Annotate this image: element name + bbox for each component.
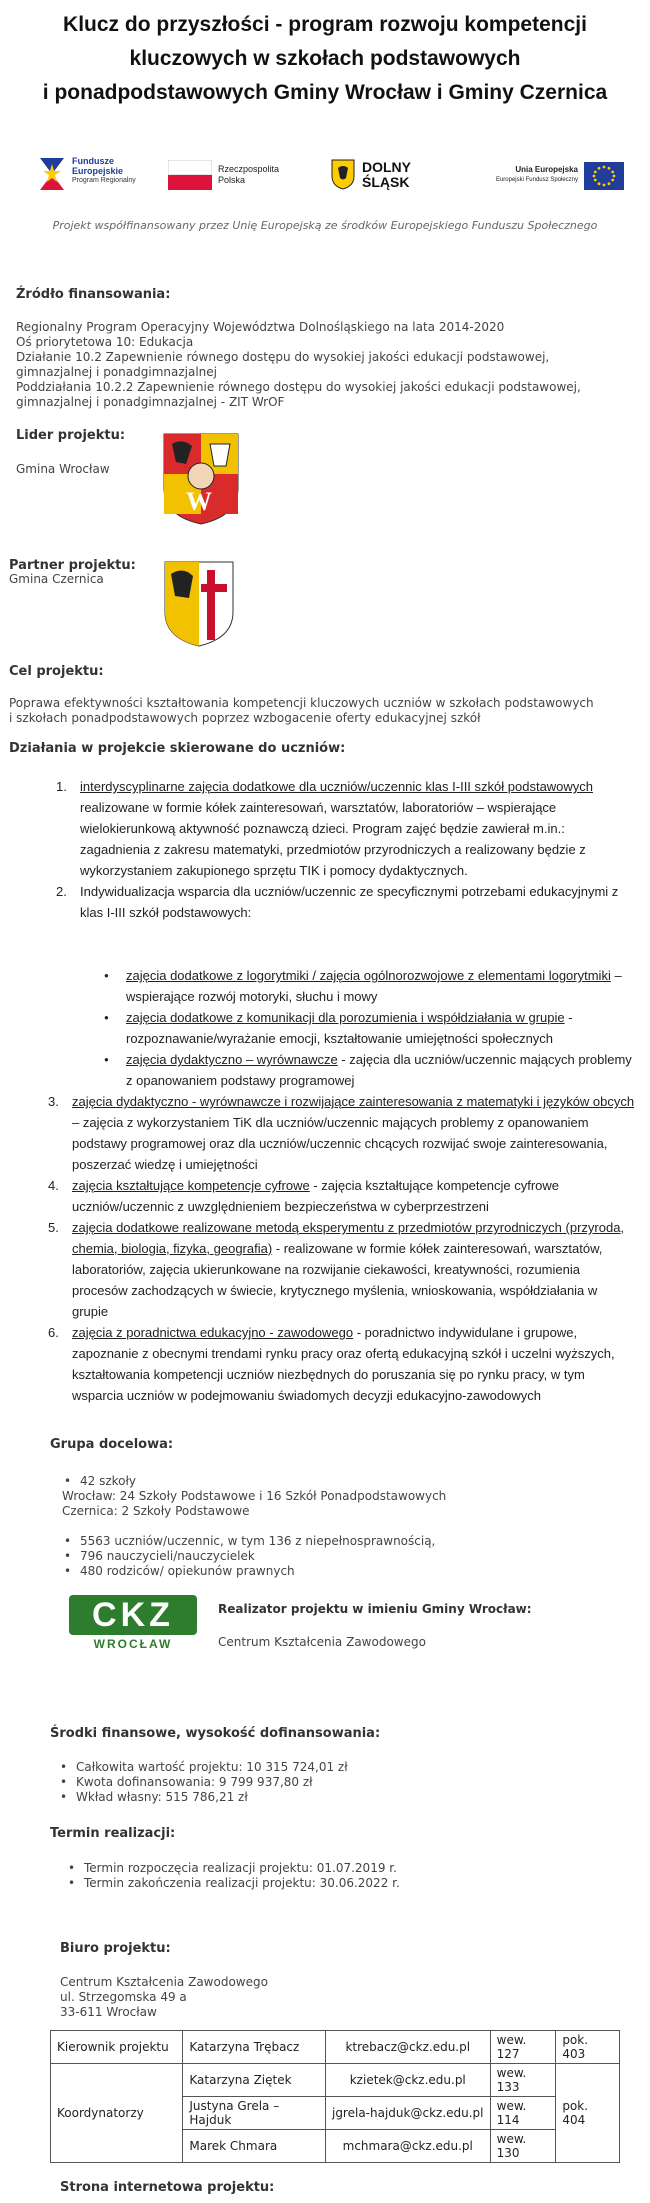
implementer-heading: Realizator projektu w imieniu Gminy Wrocław: [218,1602,532,1616]
rzeczpospolita-logo [168,158,278,198]
dates-heading: Termin realizacji: [50,1826,176,1841]
people-item: • 5563 uczniów/uczennic, w tym 136 z niepełnosprawnością, [60,1534,620,1549]
contact-room: pok. 403 [556,2031,620,2064]
action-item: 5. zajęcia dodatkowe realizowane metodą eksperymentu z przedmiotów przyrodniczych (przyroda, chemia, biologia, fizyka, geografia) - realizowane w formie kółek zainteresowań, warsztatów, laboratoriów, zajęcia ukierunkowane na rozwijanie ciekawości, kreatywności, rozumienia procesów zachodzących w świecie, krytycznego myślenia, wnioskowania, współdziałania w grupie [48,1220,625,1319]
ds-line2: ŚLĄSK [362,174,410,190]
role-cell: Kierownik projektu [51,2031,183,2064]
people-item: • 796 nauczycieli/nauczycielek [60,1549,620,1564]
title-line-3: i ponadpodstawowych Gminy Wrocław i Gminy Czernica [42,81,608,104]
action-item: 3. zajęcia dydaktyczno - wyrównawcze i rozwijające zainteresowania z matematyki i języków obcych – zajęcia z wykorzystaniem TiK dla uczniów/uczennic mających problemy z opanowaniem podstawy programowej oraz dla uczniów/uczennic chcących rozwijać swoje zainteresowania, poszerzać wiedzę i umiejętności [48,1094,635,1172]
funding-line: Działanie 10.2 Zapewnienie równego dostępu do wysokiej jakości edukacji podstawowej, [16,350,550,364]
contact-name: Justyna Grela – Hajduk [183,2097,326,2130]
dolny-slask-logo [330,158,430,198]
contact-room: pok. 404 [556,2064,620,2163]
goal-line: i szkołach ponadpodstawowych poprzez wzbogacenie oferty edukacyjnej szkół [9,711,481,725]
page-title [0,8,650,110]
contact-email[interactable]: kzietek@ckz.edu.pl [325,2064,490,2097]
partner-heading: Partner projektu: [9,558,136,573]
date-item: • Termin rozpoczęcia realizacji projektu: 01.07.2019 r. [64,1861,624,1876]
ue-line1: Unia Europejska [515,165,578,174]
sub-action-link[interactable]: zajęcia dodatkowe z logorytmiki / zajęcia ogólnorozwojowe z elementami logorytmiki [126,968,611,983]
target-group-text [60,1474,620,1579]
fe-star-icon [36,154,68,194]
sub-action-link[interactable]: zajęcia dydaktyczno – wyrównawcze [126,1052,338,1067]
goal-heading: Cel projektu: [9,664,104,679]
contact-ext: wew. 130 [490,2130,556,2163]
cofinancing-note: Projekt współfinansowany przez Unię Europejską ze środków Europejskiego Funduszu Społecznego [52,219,598,232]
sub-action-item: ● zajęcia dydaktyczno – wyrównawcze - zajęcia dla uczniów/uczennic mających problemy z opanowaniem podstawy programowej [104,1049,636,1091]
goal-line: Poprawa efektywności kształtowania kompetencji kluczowych uczniów w szkołach podstawowych [9,696,594,710]
action-item: 4. zajęcia kształtujące kompetencje cyfrowe - zajęcia kształtujące kompetencje cyfrowe uczniów/uczennic z uwzględnieniem bezpieczeństwa w cyberprzestrzeni [48,1178,560,1214]
contact-ext: wew. 127 [490,2031,556,2064]
wroclaw-schools: Wrocław: 24 Szkoły Podstawowe i 16 Szkół Ponadpodstawowych [62,1489,447,1503]
fe-line3: Program Regionalny [72,177,136,184]
schools-count: • 42 szkoły [60,1474,620,1489]
czernica-schools: Czernica: 2 Szkoły Podstawowe [62,1504,250,1518]
funding-line: Regionalny Program Operacyjny Województwa Dolnośląskiego na lata 2014-2020 [16,320,505,334]
action-link[interactable]: zajęcia dodatkowe realizowane metodą eksperymentu z przedmiotów przyrodniczych (przyroda, chemia, biologia, fizyka, geografia) [72,1220,625,1256]
role-cell: Koordynatorzy [51,2064,183,2163]
ckz-logo-sub: WROCŁAW [93,1637,173,1651]
action-item: 6. zajęcia z poradnictwa edukacyjno - zawodowego - poradnictwo indywidulane i grupowe, zapoznanie z obecnymi trendami rynku pracy oraz ofertą edukacyjną szkół i uczelni wyższych, kształtowania kompetencji uczniów niezbędnych do poruszania się po rynku pracy, w tym wsparcia uczniów w podejmowaniu świadomych decyzji edukacyjno-zawodowych [48,1325,615,1403]
people-item: • 480 rodziców/ opiekunów prawnych [60,1564,620,1579]
svg-text:W: W [186,487,212,516]
actions-heading: Działania w projekcie skierowane do uczniów: [9,741,346,756]
office-line: 33-611 Wrocław [60,2005,157,2019]
unia-europejska-logo [478,160,628,196]
title-line-2: kluczowych w szkołach podstawowych [129,47,521,70]
sub-actions-list [104,965,636,1091]
finance-item: • Wkład własny: 515 786,21 zł [56,1790,616,1805]
ds-line1: DOLNY [362,159,411,175]
table-row [51,2031,620,2064]
sub-action-link[interactable]: zajęcia dodatkowe z komunikacji dla porozumienia i współdziałania w grupie [126,1010,565,1025]
action-link[interactable]: zajęcia z poradnictwa edukacyjno - zawodowego [72,1325,354,1340]
partner-name: Gmina Czernica [9,572,104,586]
sub-action-item: ● zajęcia dodatkowe z logorytmiki / zajęcia ogólnorozwojowe z elementami logorytmiki – wspierające rozwój motoryki, słuchu i mowy [104,965,636,1007]
date-item: • Termin zakończenia realizacji projektu: 30.06.2022 r. [64,1876,624,1891]
office-heading: Biuro projektu: [60,1941,171,1956]
action-item: 1. interdyscyplinarne zajęcia dodatkowe dla uczniów/uczennic klas I-III szkół podstawowych realizowane w formie kółek zainteresowań, warsztatów, laboratoriów – wspierające wielokierunkową aktywność poznawczą dzieci. Program zajęć będzie zawierał m.in.: zagadnienia z zakresu matematyki, przedmiotów przyrodniczych a realizowany będzie z wykorzystaniem zakupionego sprzętu TIK i pomocy dydaktycznych. [56,779,594,878]
fe-line1: Fundusze [72,156,114,166]
eagle-shield-icon [330,158,356,190]
funding-source-heading: Źródło finansowania: [16,287,171,302]
ckz-logo-text: CKZ [92,1596,174,1634]
actions-list [48,776,636,1406]
finance-item: • Całkowita wartość projektu: 10 315 724,01 zł [56,1760,616,1775]
goal-text [9,696,639,726]
implementer-name: Centrum Kształcenia Zawodowego [218,1635,426,1649]
table-row [51,2064,620,2097]
funding-line: Oś priorytetowa 10: Edukacja [16,335,194,349]
rp-line2: Polska [218,175,246,185]
contact-name: Katarzyna Ziętek [183,2064,326,2097]
wroclaw-coat-of-arms-icon [162,432,240,526]
office-line: Centrum Kształcenia Zawodowego [60,1975,268,1989]
contact-ext: wew. 133 [490,2064,556,2097]
office-line: ul. Strzegomska 49 a [60,1990,187,2004]
contact-email[interactable]: mchmara@ckz.edu.pl [325,2130,490,2163]
funding-line: Poddziałania 10.2.2 Zapewnienie równego dostępu do wysokiej jakości edukacji podstawowej, [16,380,581,394]
finance-list [56,1760,616,1805]
funding-line: gimnazjalnej i ponadgimnazjalnej - ZIT WrOF [16,395,285,409]
finance-item: • Kwota dofinansowania: 9 799 937,80 zł [56,1775,616,1790]
contact-name: Marek Chmara [183,2130,326,2163]
ue-line2: Europejski Fundusz Społeczny [495,177,578,183]
contacts-table [50,2030,620,2163]
funding-source-text [16,320,636,410]
funding-line: gimnazjalnej i ponadgimnazjalnej [16,365,217,379]
title-line-1: Klucz do przyszłości - program rozwoju kompetencji [63,13,587,36]
action-link[interactable]: interdyscyplinarne zajęcia dodatkowe dla uczniów/uczennic klas I-III szkół podstawowych [80,779,594,794]
finance-heading: Środki finansowe, wysokość dofinansowania: [50,1726,381,1741]
contact-name: Katarzyna Trębacz [183,2031,326,2064]
action-link[interactable]: zajęcia dydaktyczno - wyrównawcze i rozwijające zainteresowania z matematyki i języków obcych [72,1094,635,1109]
contact-email[interactable]: jgrela-hajduk@ckz.edu.pl [325,2097,490,2130]
target-group-heading: Grupa docelowa: [50,1437,174,1452]
leader-name: Gmina Wrocław [16,462,110,476]
rp-line1: Rzeczpospolita [218,164,280,174]
leader-heading: Lider projektu: [16,428,126,443]
fe-line2: Europejskie [72,166,124,176]
eu-flag-icon [584,162,624,190]
contact-email[interactable]: ktrebacz@ckz.edu.pl [325,2031,490,2064]
polish-flag-icon [168,160,212,190]
action-link[interactable]: zajęcia kształtujące kompetencje cyfrowe [72,1178,310,1193]
action-item: 2. Indywidualizacja wsparcia dla uczniów/uczennic ze specyficznymi potrzebami edukacyjnymi z klas I-III szkół podstawowych: [56,884,619,920]
office-address [60,1975,268,2020]
sub-action-item: ● zajęcia dodatkowe z komunikacji dla porozumienia i współdziałania w grupie - rozpoznawanie/wyrażanie emocji, kształtowanie umiejętności społecznych [104,1007,636,1049]
website-heading: Strona internetowa projektu: [60,2180,275,2195]
dates-list [64,1861,624,1891]
fundusze-europejskie-logo [36,152,146,198]
contact-ext: wew. 114 [490,2097,556,2130]
czernica-coat-of-arms-icon [163,560,235,648]
ckz-logo [63,1595,203,1653]
